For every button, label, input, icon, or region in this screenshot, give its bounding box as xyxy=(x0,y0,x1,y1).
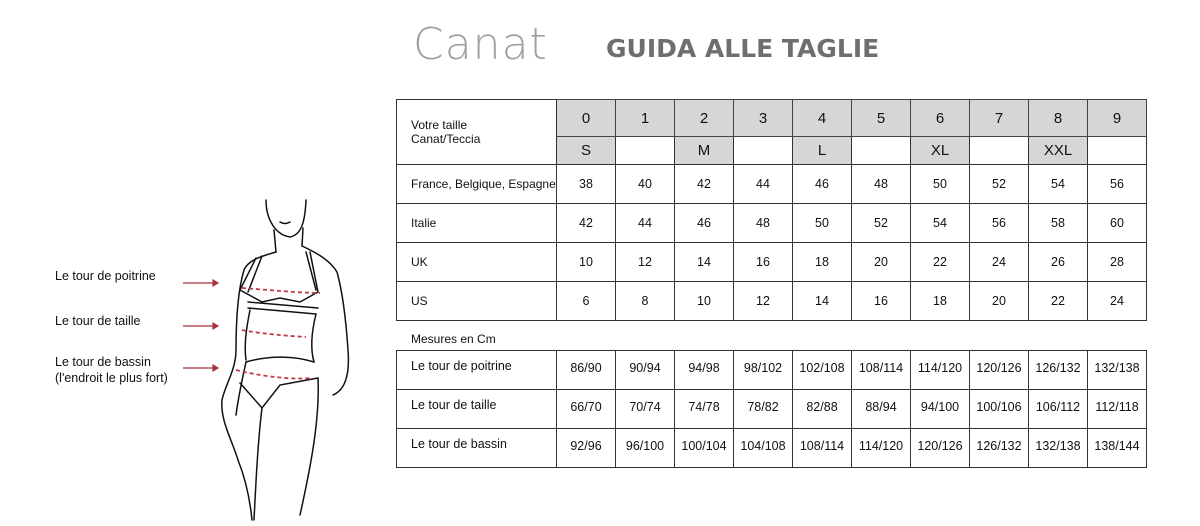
table-cell: 60 xyxy=(1088,204,1147,243)
table-cell: 14 xyxy=(793,282,852,321)
table-cell: 40 xyxy=(616,165,675,204)
table-cell: 104/108 xyxy=(734,429,793,468)
table-cell: 16 xyxy=(734,243,793,282)
table-cell: 132/138 xyxy=(1029,429,1088,468)
table-cell: 38 xyxy=(557,165,616,204)
table-cell: 92/96 xyxy=(557,429,616,468)
table-cell: 114/120 xyxy=(911,351,970,390)
table-cell: 20 xyxy=(970,282,1029,321)
table-cell: 8 xyxy=(616,282,675,321)
letter-size-cell xyxy=(734,137,793,165)
table-cell: 42 xyxy=(675,165,734,204)
table-cell: 106/112 xyxy=(1029,390,1088,429)
table-cell: 28 xyxy=(1088,243,1147,282)
size-cell: 4 xyxy=(793,100,852,137)
letter-size-cell xyxy=(970,137,1029,165)
table-cell: 70/74 xyxy=(616,390,675,429)
table-cell: 14 xyxy=(675,243,734,282)
row-label: US xyxy=(397,282,557,321)
table-cell: 66/70 xyxy=(557,390,616,429)
size-cell: 9 xyxy=(1088,100,1147,137)
table-cell: 52 xyxy=(852,204,911,243)
table-cell: 78/82 xyxy=(734,390,793,429)
arrow-icon xyxy=(183,280,218,371)
table-cell: 48 xyxy=(734,204,793,243)
table-cell: 10 xyxy=(557,243,616,282)
size-cell: 3 xyxy=(734,100,793,137)
letter-size-cell xyxy=(852,137,911,165)
table-cell: 26 xyxy=(1029,243,1088,282)
letter-size-cell: L xyxy=(793,137,852,165)
table-cell: 102/108 xyxy=(793,351,852,390)
table-cell: 126/132 xyxy=(1029,351,1088,390)
table-cell: 74/78 xyxy=(675,390,734,429)
size-conversion-table xyxy=(396,99,1147,321)
table-cell: 18 xyxy=(793,243,852,282)
body-measurement-figure xyxy=(0,180,360,526)
size-cell: 5 xyxy=(852,100,911,137)
row-label: France, Belgique, Espagne xyxy=(397,165,557,204)
table-cell: 44 xyxy=(734,165,793,204)
table-cell: 108/114 xyxy=(852,351,911,390)
size-cell: 8 xyxy=(1029,100,1088,137)
table-row xyxy=(397,390,1147,429)
table-cell: 98/102 xyxy=(734,351,793,390)
table-cell: 120/126 xyxy=(911,429,970,468)
table-cell: 88/94 xyxy=(852,390,911,429)
table-cell: 82/88 xyxy=(793,390,852,429)
woman-silhouette-illustration xyxy=(0,180,360,526)
table-cell: 54 xyxy=(1029,165,1088,204)
letter-size-cell: S xyxy=(557,137,616,165)
table-cell: 18 xyxy=(911,282,970,321)
row-label: Le tour de poitrine xyxy=(397,351,557,390)
size-number-row xyxy=(397,100,1147,137)
row-label: Italie xyxy=(397,204,557,243)
your-size-header: Votre taille Canat/Teccia xyxy=(397,100,557,165)
letter-size-cell xyxy=(616,137,675,165)
table-cell: 94/100 xyxy=(911,390,970,429)
table-cell: 16 xyxy=(852,282,911,321)
table-row xyxy=(397,282,1147,321)
letter-size-cell: XL xyxy=(911,137,970,165)
table-cell: 108/114 xyxy=(793,429,852,468)
table-cell: 48 xyxy=(852,165,911,204)
table-cell: 100/106 xyxy=(970,390,1029,429)
label-chest: Le tour de poitrine xyxy=(55,269,156,283)
table-cell: 120/126 xyxy=(970,351,1029,390)
table-cell: 100/104 xyxy=(675,429,734,468)
row-label: UK xyxy=(397,243,557,282)
table-row xyxy=(397,429,1147,468)
table-cell: 22 xyxy=(1029,282,1088,321)
table-cell: 112/118 xyxy=(1088,390,1147,429)
table-cell: 56 xyxy=(1088,165,1147,204)
table-cell: 56 xyxy=(970,204,1029,243)
row-label: Le tour de taille xyxy=(397,390,557,429)
table-cell: 58 xyxy=(1029,204,1088,243)
table-cell: 12 xyxy=(734,282,793,321)
letter-size-cell: XXL xyxy=(1029,137,1088,165)
table-row xyxy=(397,204,1147,243)
size-cell: 2 xyxy=(675,100,734,137)
row-label: Le tour de bassin xyxy=(397,429,557,468)
measures-caption: Mesures en Cm xyxy=(411,332,496,346)
table-cell: 132/138 xyxy=(1088,351,1147,390)
table-cell: 12 xyxy=(616,243,675,282)
table-cell: 24 xyxy=(1088,282,1147,321)
label-hips-note: (l'endroit le plus fort) xyxy=(55,371,168,385)
table-cell: 46 xyxy=(675,204,734,243)
table-cell: 46 xyxy=(793,165,852,204)
letter-size-cell xyxy=(1088,137,1147,165)
size-cell: 0 xyxy=(557,100,616,137)
letter-size-cell: M xyxy=(675,137,734,165)
measurements-table xyxy=(396,350,1147,468)
table-cell: 138/144 xyxy=(1088,429,1147,468)
table-cell: 24 xyxy=(970,243,1029,282)
table-cell: 6 xyxy=(557,282,616,321)
page-title: GUIDA ALLE TAGLIE xyxy=(606,34,880,63)
table-row xyxy=(397,351,1147,390)
table-cell: 22 xyxy=(911,243,970,282)
table-cell: 44 xyxy=(616,204,675,243)
table-cell: 126/132 xyxy=(970,429,1029,468)
size-cell: 7 xyxy=(970,100,1029,137)
table-row xyxy=(397,243,1147,282)
table-cell: 94/98 xyxy=(675,351,734,390)
label-waist: Le tour de taille xyxy=(55,314,141,328)
table-cell: 114/120 xyxy=(852,429,911,468)
brand-logo: Canat xyxy=(413,19,548,70)
table-cell: 50 xyxy=(911,165,970,204)
size-cell: 1 xyxy=(616,100,675,137)
size-cell: 6 xyxy=(911,100,970,137)
table-cell: 52 xyxy=(970,165,1029,204)
table-cell: 90/94 xyxy=(616,351,675,390)
label-hips: Le tour de bassin xyxy=(55,355,151,369)
table-cell: 20 xyxy=(852,243,911,282)
table-cell: 96/100 xyxy=(616,429,675,468)
table-row xyxy=(397,165,1147,204)
table-cell: 50 xyxy=(793,204,852,243)
table-cell: 86/90 xyxy=(557,351,616,390)
table-cell: 10 xyxy=(675,282,734,321)
table-cell: 42 xyxy=(557,204,616,243)
table-cell: 54 xyxy=(911,204,970,243)
